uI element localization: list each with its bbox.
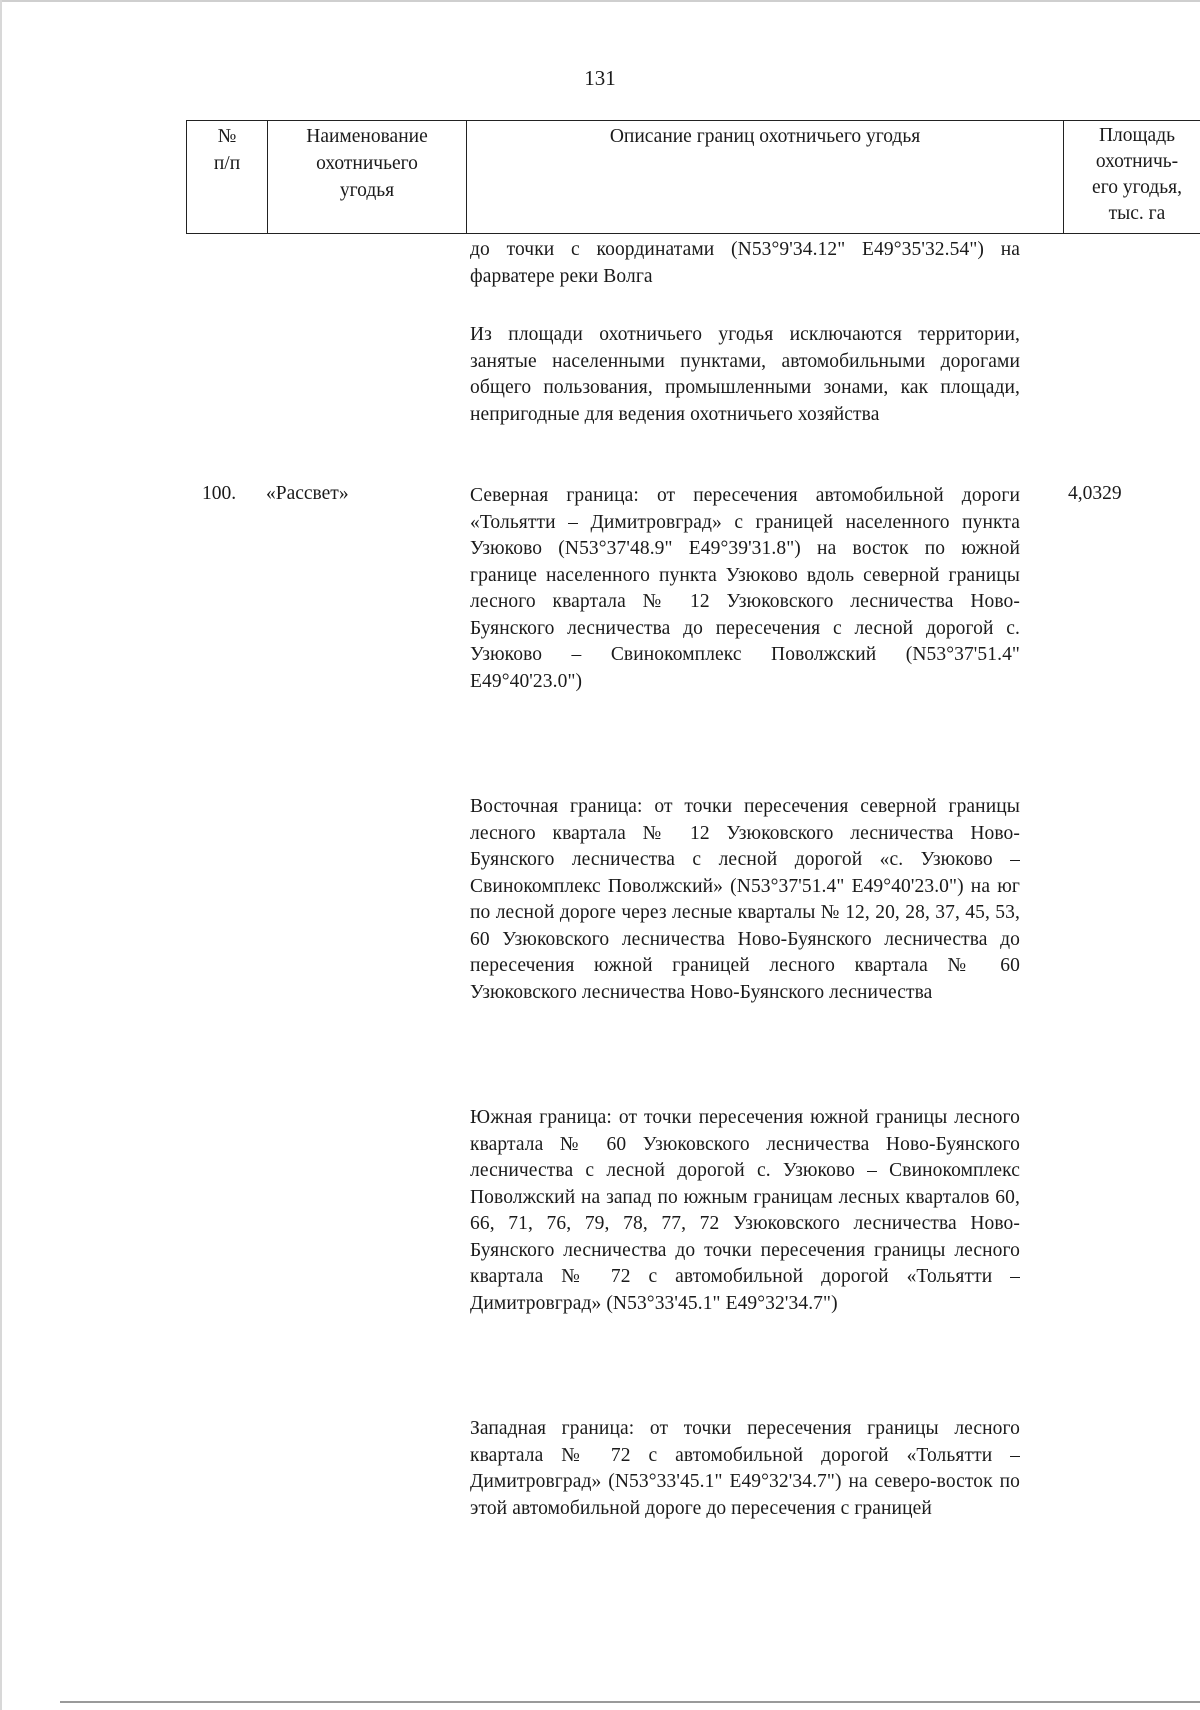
east-boundary-paragraph: Восточная граница: от точки пересечения северной границы лесного квартала № 12 Узюковского лесничества Ново-Буянского лесничества с лесной дорогой «с. Узюково – Свинокомплекс Поволжский» (N53°37'51.4" E49°40'23.0") на юг по лесной дороге через лесные кварталы № 12, 20, 28, 37, 45, 53, 60 Узюковского лесничества Ново-Буянского лесничества до пересечения южной границей лесного квартала № 60 Узюковского лесничества Ново-Буянского лесничества (470, 796, 1020, 1003)
entry-area: 4,0329 (1068, 483, 1122, 504)
header-area-cell (1064, 121, 1200, 234)
header-description-label: Описание границ охотничьего угодья (609, 126, 921, 147)
header-number-cell (187, 121, 268, 234)
header-area-label: Площадь охотничь- его угодья, тыс. га (1092, 125, 1182, 224)
continuation-paragraph: до точки с координатами (N53°9'34.12" E49°35'32.54") на фарватере реки Волга (470, 239, 1020, 287)
header-name-label: Наименование охотничьего угодья (306, 126, 428, 201)
scan-edge-bottom (60, 1701, 1200, 1703)
header-description-cell (467, 121, 1064, 234)
entry-name: «Рассвет» (266, 483, 349, 504)
west-boundary-paragraph: Западная граница: от точки пересечения границы лесного квартала № 72 с автомобильной дорогой «Тольятти – Димитровград» (N53°33'45.1" E49°32'34.7") на северо-восток по этой автомобильной дороге до пересечения с границей (470, 1418, 1020, 1519)
scan-edge-left (0, 0, 2, 1710)
scan-edge-top (0, 0, 1200, 2)
header-name-cell (268, 121, 467, 234)
page-number: 131 (584, 66, 616, 90)
table-header (186, 120, 1200, 234)
entry-number: 100. (202, 483, 237, 504)
exclusion-paragraph: Из площади охотничьего угодья исключаются территории, занятые населенными пунктами, автомобильными дорогами общего пользования, промышленными зонами, как площади, непригодные для ведения охотничьего хозяйства (470, 324, 1020, 425)
north-boundary-paragraph: Северная граница: от пересечения автомобильной дороги «Тольятти – Димитровград» с границей населенного пункта Узюково (N53°37'48.9" E49°39'31.8") на восток по южной границе населенного пункта Узюково вдоль северной границы лесного квартала № 12 Узюковского лесничества Ново-Буянского лесничества до пересечения с лесной дорогой с. Узюково – Свинокомплекс Поволжский (N53°37'51.4" E49°40'23.0") (470, 485, 1020, 692)
header-number-label: № п/п (213, 126, 241, 174)
south-boundary-paragraph: Южная граница: от точки пересечения южной границы лесного квартала № 60 Узюковского лесничества Ново-Буянского лесничества с лесной дорогой с. Узюково – Свинокомплекс Поволжский на запад по южным границам лесных кварталов 60, 66, 71, 76, 79, 78, 77, 72 Узюковского лесничества Ново-Буянского лесничества до точки пересечения границы лесного квартала № 72 с автомобильной дорогой «Тольятти – Димитровград» (N53°33'45.1" E49°32'34.7") (470, 1107, 1020, 1314)
